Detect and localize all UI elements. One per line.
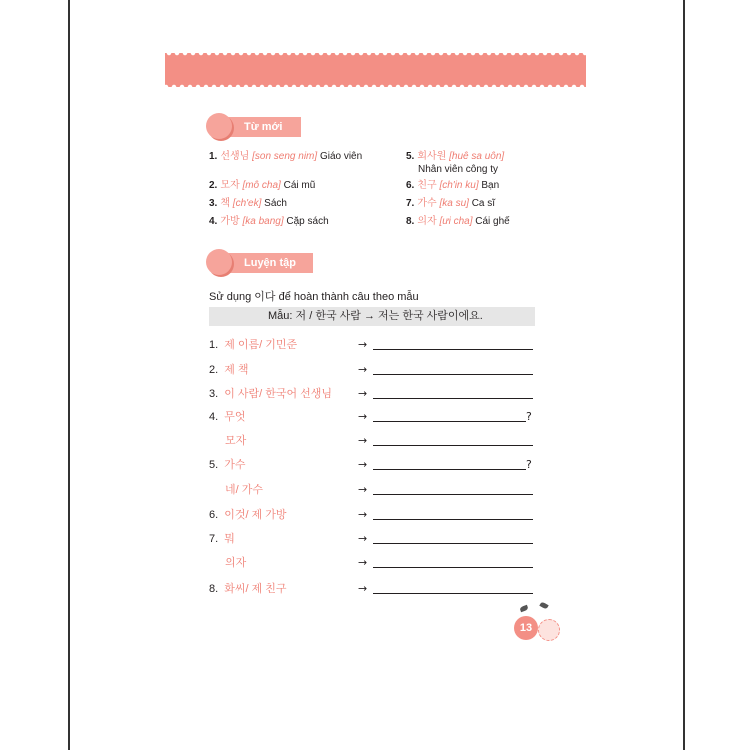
answer-blank-5a[interactable]: [373, 469, 526, 470]
exercise-prompt-1: 1. 제 이름/ 기민준: [209, 339, 298, 351]
arrow-icon: →: [358, 338, 368, 351]
model-prompt: 저 / 한국 사람: [295, 310, 361, 322]
arrow-icon: →: [358, 410, 368, 423]
title-banner: [165, 53, 586, 87]
arrow-icon: →: [358, 363, 368, 376]
vocab-item-6: 6. 친구 [ch'in ku] Bạn: [406, 180, 500, 191]
exercise-prompt-3: 3. 이 사람/ 한국어 선생님: [209, 388, 333, 400]
exercise-prompt-6: 6. 이것/ 제 가방: [209, 509, 287, 521]
exercise-prompt-5: 5. 가수: [209, 459, 246, 471]
exercise-prompt-2: 2. 제 책: [209, 364, 249, 376]
arrow-icon: →: [358, 434, 368, 447]
vocab-item-7: 7. 가수 [ka su] Ca sĩ: [406, 198, 496, 209]
answer-blank-5b[interactable]: [373, 494, 533, 495]
vocab-item-2: 2. 모자 [mô cha] Cái mũ: [209, 180, 316, 191]
vocab-item-1: 1. 선생님 [son seng nim] Giáo viên: [209, 151, 363, 162]
answer-blank-4a[interactable]: [373, 421, 526, 422]
section-title-practice: Luyện tập: [224, 253, 313, 273]
answer-blank-8[interactable]: [373, 593, 533, 594]
exercise-prompt-7b: 의자: [225, 557, 247, 569]
model-answer: 저는 한국 사람이에요.: [378, 310, 483, 322]
speech-bubble-icon: [206, 113, 232, 139]
answer-blank-6[interactable]: [373, 519, 533, 520]
arrow-icon: →: [358, 556, 368, 569]
vocab-item-3: 3. 책 [ch'ek] Sách: [209, 198, 287, 209]
speech-bubble-icon: [206, 249, 232, 275]
exercise-prompt-8: 8. 화씨/ 제 친구: [209, 583, 287, 595]
vocab-item-4: 4. 가방 [ka bang] Cặp sách: [209, 216, 329, 227]
arrow-icon: →: [358, 387, 368, 400]
answer-blank-2[interactable]: [373, 374, 533, 375]
question-mark: ?: [526, 458, 532, 471]
arrow-icon: →: [358, 508, 368, 521]
vocab-item-5: 5. 회사원 [huê sa uôn] Nhân viên công ty: [406, 151, 505, 175]
model-sentence-box: [209, 307, 535, 326]
answer-blank-7b[interactable]: [373, 567, 533, 568]
exercise-prompt-7: 7. 뭐: [209, 533, 235, 545]
exercise-prompt-5b: 네/ 가수: [225, 484, 263, 496]
answer-blank-7a[interactable]: [373, 543, 533, 544]
page-number: 13: [514, 616, 538, 640]
instruction-text: Sử dụng 이다 để hoàn thành câu theo mẫu: [209, 291, 419, 303]
answer-blank-3[interactable]: [373, 398, 533, 399]
question-mark: ?: [526, 410, 532, 423]
section-title-vocab: Từ mới: [224, 117, 301, 137]
arrow-icon: →: [358, 582, 368, 595]
arrow-icon: →: [358, 532, 368, 545]
model-arrow: →: [363, 310, 375, 322]
vocab-item-8: 8. 의자 [ưi cha] Cái ghế: [406, 216, 510, 227]
fruit-slice-icon: [538, 619, 560, 641]
exercise-prompt-4b: 모자: [225, 435, 247, 447]
book-page: [68, 0, 685, 750]
answer-blank-1[interactable]: [373, 349, 533, 350]
answer-blank-4b[interactable]: [373, 445, 533, 446]
exercise-prompt-4: 4. 무엇: [209, 411, 246, 423]
arrow-icon: →: [358, 458, 368, 471]
model-label: Mẫu:: [268, 310, 293, 322]
arrow-icon: →: [358, 483, 368, 496]
